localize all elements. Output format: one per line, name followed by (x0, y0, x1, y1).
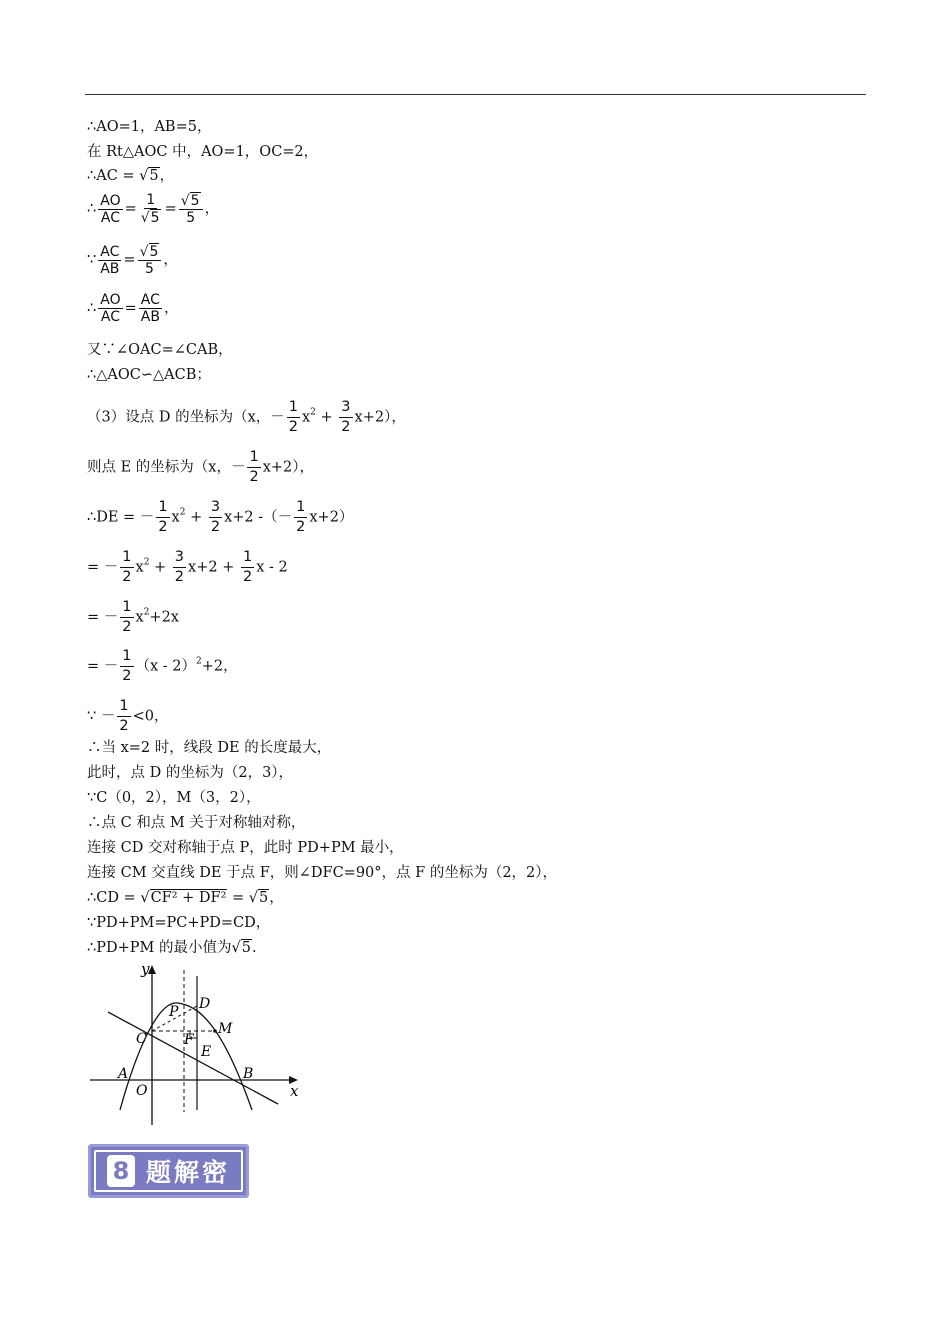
header-rule (85, 94, 866, 95)
line-8: ∴△AOC∽△ACB； (87, 367, 211, 383)
label-y: y (141, 960, 150, 978)
label-m: M (218, 1021, 233, 1037)
line-22 (87, 888, 284, 908)
text: x+2 + (188, 559, 239, 576)
text: ， (163, 300, 179, 317)
text: <0， (132, 708, 169, 725)
text: + (149, 559, 171, 576)
fraction: $\frac{3}{2}$ (341, 399, 351, 435)
radicand: CF² + DF² (150, 890, 227, 906)
text: x - 2 (256, 559, 288, 576)
line-16: ∴当 x=2 时，线段 DE 的长度最大， (87, 740, 332, 756)
text: （x - 2） (135, 658, 197, 675)
text: （3）设点 D 的坐标为（x，－ (87, 409, 285, 426)
line-20: 连接 CD 交对称轴于点 P，此时 PD+PM 最小， (87, 840, 404, 856)
text: = － (87, 559, 119, 576)
line-4 (87, 192, 219, 226)
text: 则点 E 的坐标为（x，－ (87, 459, 246, 476)
text: = (123, 252, 136, 268)
line-15 (87, 697, 168, 736)
line-11 (87, 498, 353, 537)
fraction: $\frac{√5}{5}$ (138, 243, 162, 277)
line-3 (87, 166, 174, 186)
radicand: 5 (149, 168, 159, 184)
text: ， (159, 168, 175, 184)
fraction: $\frac{3}{2}$ (174, 549, 185, 585)
superscript: 2 (310, 407, 316, 418)
logo-number: 8 (107, 1155, 135, 1187)
fraction: $\frac{1}{2}$ (288, 399, 298, 435)
text: x+2）， (354, 409, 406, 426)
line-14 (87, 647, 238, 686)
parabola-figure (86, 960, 306, 1130)
fraction: $\frac{AO}{AC}$ (100, 292, 121, 325)
line-13 (87, 598, 179, 637)
line-10 (87, 448, 314, 487)
line-17: 此时，点 D 的坐标为（2，3）， (87, 765, 294, 781)
fraction: $\frac{1}{2}$ (296, 499, 306, 535)
text: ∴CD = (87, 890, 141, 906)
text: ∴ (87, 201, 97, 217)
radicand: 5 (259, 890, 269, 906)
superscript: 2 (196, 656, 202, 667)
text: + (185, 509, 207, 526)
text: x+2 -（－ (224, 509, 293, 526)
fraction: $\frac{1}{√5}$ (140, 192, 160, 226)
point-m (213, 1029, 217, 1033)
text: = － (87, 609, 119, 626)
text: +2x (149, 609, 179, 626)
label-x: x (290, 1082, 299, 1100)
sqrt: √5 (248, 890, 269, 906)
fraction: $\frac{√5}{5}$ (179, 192, 203, 226)
text: x (135, 559, 144, 576)
sqrt: √5 (231, 940, 251, 956)
label-e: E (201, 1044, 212, 1060)
fraction: $\frac{AO}{AC}$ (100, 192, 121, 226)
text: +2， (201, 658, 238, 675)
label-p: P (169, 1004, 179, 1020)
text: ， (269, 890, 284, 906)
line-7: 又∵∠OAC=∠CAB， (87, 342, 233, 358)
text: x (301, 409, 311, 426)
fraction: $\frac{1}{2}$ (242, 549, 253, 585)
text: ， (204, 201, 220, 217)
logo-text: 题解密 (145, 1158, 230, 1187)
text: ∴DE = － (87, 509, 155, 526)
fraction: $\frac{1}{2}$ (122, 549, 132, 585)
text: ∴PD+PM 的最小值为 (87, 940, 232, 956)
line-6 (87, 292, 178, 325)
label-b: B (243, 1066, 254, 1082)
text: . (251, 940, 257, 956)
sqrt: √5 (139, 168, 159, 184)
label-a: A (118, 1066, 129, 1082)
text: ∵ － (87, 708, 116, 725)
fraction: $\frac{1}{2}$ (249, 449, 259, 485)
label-o: O (136, 1083, 148, 1099)
line-5 (87, 243, 178, 277)
line-1: ∴AO=1，AB=5， (87, 119, 212, 135)
section-logo (88, 1144, 249, 1198)
fraction: $\frac{3}{2}$ (210, 499, 221, 535)
text: x (135, 609, 144, 626)
text: = － (87, 658, 119, 675)
line-9 (87, 398, 406, 437)
superscript: 2 (179, 507, 186, 518)
text: x+2） (309, 509, 354, 526)
text: ， (163, 252, 178, 268)
fraction: $\frac{AC}{AB}$ (140, 292, 160, 325)
text: = (124, 300, 137, 317)
text: = (164, 201, 177, 217)
line-18: ∵C（0，2），M（3，2）， (87, 790, 261, 806)
text: ∴AC = (87, 168, 140, 184)
text: = (124, 201, 137, 217)
label-d: D (199, 996, 211, 1012)
sqrt: √CF² + DF² (140, 890, 227, 906)
fraction: $\frac{1}{2}$ (119, 698, 129, 734)
label-f: F (184, 1032, 194, 1048)
fraction: $\frac{1}{2}$ (158, 499, 168, 535)
radicand: 5 (241, 940, 251, 956)
fraction: $\frac{1}{2}$ (122, 648, 132, 684)
text: ∴ (87, 300, 97, 317)
line-12 (87, 548, 288, 587)
text: + (315, 409, 338, 426)
line-23: ∵PD+PM=PC+PD=CD， (87, 915, 271, 931)
fraction: $\frac{1}{2}$ (122, 599, 132, 635)
text: = (227, 890, 249, 906)
line-2: 在 Rt△AOC 中，AO=1，OC=2， (87, 144, 319, 160)
line-21: 连接 CM 交直线 DE 于点 F，则∠DFC=90°，点 F 的坐标为（2，2）， (87, 865, 558, 881)
text: x+2）， (262, 459, 315, 476)
logo-frame (94, 1150, 243, 1192)
fraction: $\frac{AC}{AB}$ (100, 243, 120, 277)
text: ∵ (87, 252, 97, 268)
line-19: ∴点 C 和点 M 关于对称轴对称， (87, 815, 306, 831)
label-c: C (136, 1031, 147, 1047)
superscript: 2 (143, 557, 150, 568)
line-bc (108, 1012, 278, 1104)
line-24 (87, 938, 257, 958)
superscript: 2 (143, 607, 150, 618)
text: x (171, 509, 180, 526)
